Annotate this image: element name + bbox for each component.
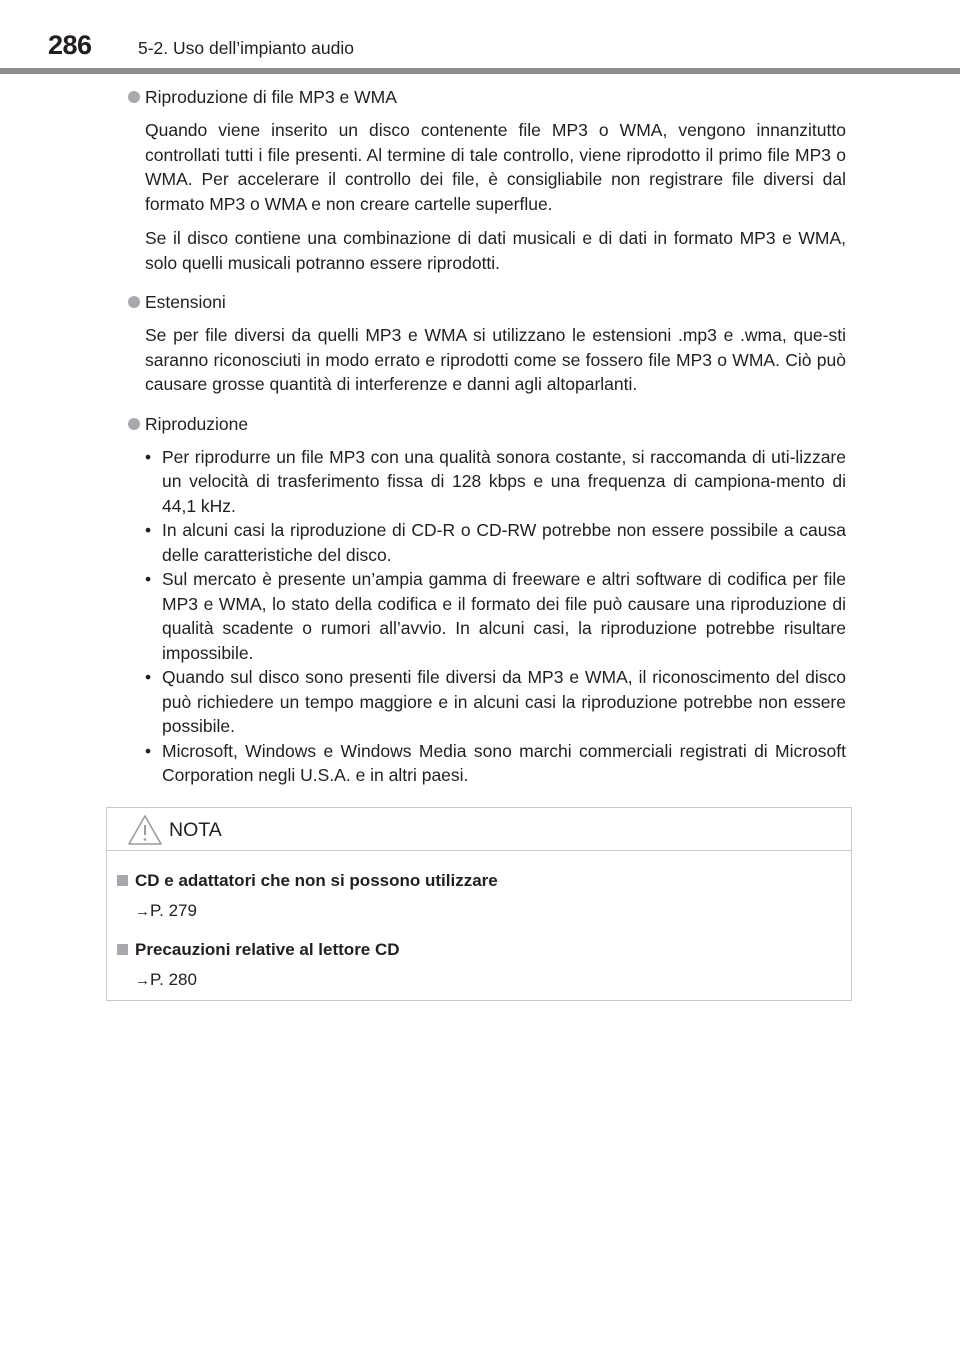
section-item-playback bbox=[128, 411, 846, 788]
page-reference-text[interactable]: P. 279 bbox=[150, 901, 197, 920]
page-reference[interactable] bbox=[135, 969, 851, 992]
list-item bbox=[145, 567, 846, 665]
paragraph: Se il disco contiene una combinazione di dati musicali e di dati in formato MP3 e WMA, solo quelli musicali potranno essere riprodotti. bbox=[145, 228, 846, 273]
square-bullet-icon bbox=[117, 875, 128, 886]
nota-entry-heading bbox=[117, 939, 851, 961]
header-divider bbox=[0, 68, 960, 74]
list-item bbox=[145, 665, 846, 739]
item-heading-text: Estensioni bbox=[145, 292, 226, 312]
nota-entry bbox=[117, 939, 851, 992]
item-heading bbox=[128, 289, 846, 315]
list-item-text: Per riprodurre un file MP3 con una qualità sonora costante, si raccomanda di uti-lizzare un velocità di trasferimento fissa di 128 kbps e una frequenza di campiona-mento di 44,1 kHz. bbox=[162, 446, 846, 516]
nota-entry-heading bbox=[117, 870, 851, 892]
nota-header bbox=[107, 808, 851, 851]
dot-marker: • bbox=[145, 446, 152, 467]
item-heading bbox=[128, 84, 846, 110]
page-reference[interactable] bbox=[135, 900, 851, 923]
page-header bbox=[0, 0, 960, 74]
circle-bullet-icon bbox=[128, 418, 140, 430]
dot-marker: • bbox=[145, 740, 152, 761]
nota-entry bbox=[117, 870, 851, 923]
list-item-text: Quando sul disco sono presenti file diversi da MP3 e WMA, il riconoscimento del disco può richiedere un tempo maggiore e in alcuni casi la riproduzione potrebbe non essere possibile. bbox=[162, 667, 846, 736]
dot-marker: • bbox=[145, 569, 152, 589]
main-content bbox=[128, 84, 846, 802]
list-item bbox=[145, 445, 846, 519]
bullet-list bbox=[145, 445, 846, 788]
nota-body bbox=[107, 851, 851, 992]
paragraph: Se per file diversi da quelli MP3 e WMA si utilizzano le estensioni .mp3 e .wma, que-sti saranno riconosciuti in modo errato e riprodotti come se fossero file MP3 o WMA. Ciò può causare grosse quantità di interferenze e danni agli altoparlanti. bbox=[145, 325, 846, 394]
section-title: 5-2. Uso dell’impianto audio bbox=[138, 38, 354, 58]
list-item bbox=[145, 739, 846, 788]
item-heading bbox=[128, 411, 846, 437]
dot-marker: • bbox=[145, 667, 152, 687]
page-number: 286 bbox=[48, 30, 92, 60]
section-item-mp3-wma bbox=[128, 84, 846, 275]
paragraph: Quando viene inserito un disco contenente file MP3 o WMA, vengono innanzitutto controllati tutti i file presenti. Al termine di tale controllo, viene riprodotto il primo file MP3 o WMA. Per accelerare il controllo dei file, è consigliabile non registrare file diversi dal formato MP3 o WMA e non creare cartelle superflue. bbox=[145, 120, 846, 214]
list-item-text: Sul mercato è presente un’ampia gamma di freeware e altri software di codifica per file MP3 e WMA, lo stato della codifica e il formato dei file può causare una riproduzione di qualità scadente o rumori all’avvio. In alcuni casi, la riproduzione potrebbe risultare impossibile. bbox=[162, 569, 846, 663]
square-bullet-icon bbox=[117, 944, 128, 955]
arrow-right-icon: → bbox=[135, 903, 150, 920]
list-item-text: In alcuni casi la riproduzione di CD-R o CD-RW potrebbe non essere possibile a causa delle caratteristiche del disco. bbox=[162, 520, 846, 565]
circle-bullet-icon bbox=[128, 91, 140, 103]
arrow-right-icon: → bbox=[135, 972, 150, 989]
warning-triangle-icon bbox=[127, 814, 163, 846]
circle-bullet-icon bbox=[128, 296, 140, 308]
nota-entry-title: CD e adattatori che non si possono utilizzare bbox=[135, 871, 498, 890]
nota-title: NOTA bbox=[169, 819, 222, 841]
nota-box bbox=[106, 807, 852, 1001]
section-item-extensions bbox=[128, 289, 846, 397]
list-item-text: Microsoft, Windows e Windows Media sono marchi commerciali registrati di Microsoft Corporation negli U.S.A. e in altri paesi. bbox=[162, 740, 846, 785]
nota-entry-title: Precauzioni relative al lettore CD bbox=[135, 940, 400, 959]
item-heading-text: Riproduzione di file MP3 e WMA bbox=[145, 87, 397, 107]
page-reference-text[interactable]: P. 280 bbox=[150, 970, 197, 989]
list-item bbox=[145, 518, 846, 567]
dot-marker: • bbox=[145, 520, 152, 540]
item-heading-text: Riproduzione bbox=[145, 413, 249, 434]
